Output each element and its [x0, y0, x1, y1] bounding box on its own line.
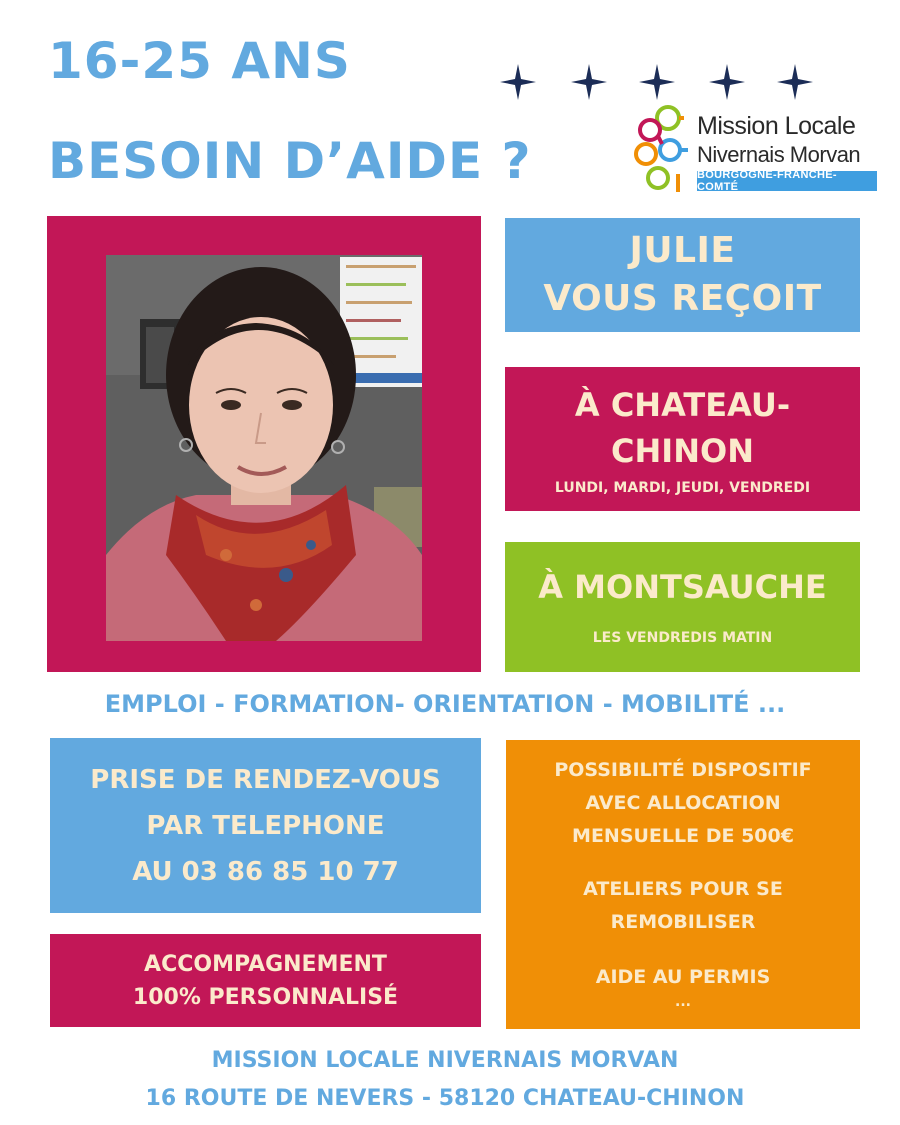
rdv-phone[interactable]: AU 03 86 85 10 77	[132, 856, 399, 887]
rdv-line2: PAR TELEPHONE	[146, 810, 385, 841]
possib-line5: REMOBILISER	[610, 911, 756, 933]
advisor-photo	[106, 255, 422, 641]
sparkle-icon	[571, 64, 607, 100]
possib-line1: POSSIBILITÉ DISPOSITIF	[554, 759, 812, 781]
possibilities-box	[506, 740, 860, 1029]
sparkle-icon	[639, 64, 675, 100]
sparkle-icon	[500, 64, 536, 100]
footer-organization: MISSION LOCALE NIVERNAIS MORVAN	[211, 1048, 679, 1073]
appointment-box	[50, 738, 481, 913]
accomp-line2: 100% PERSONNALISÉ	[132, 984, 399, 1010]
rdv-line1: PRISE DE RENDEZ-VOUS	[90, 764, 441, 795]
montsauche-title: À MONTSAUCHE	[538, 568, 827, 606]
mission-locale-logo-icon	[630, 98, 694, 198]
headline-question: BESOIN D’AIDE ?	[48, 132, 532, 190]
logo-title: Mission Locale	[697, 112, 856, 140]
chateau-days: LUNDI, MARDI, JEUDI, VENDREDI	[554, 480, 811, 496]
sparkle-icon	[709, 64, 745, 100]
possib-line2: AVEC ALLOCATION	[585, 792, 781, 814]
chateau-line2: CHINON	[611, 432, 754, 470]
julie-greeting-box	[505, 218, 860, 332]
possib-line3: MENSUELLE DE 500€	[572, 825, 794, 847]
chateau-line1: À CHATEAU-	[574, 386, 791, 424]
footer-address: 16 ROUTE DE NEVERS - 58120 CHATEAU-CHINON	[145, 1086, 745, 1111]
support-box	[50, 934, 481, 1027]
headline-age-range: 16-25 ANS	[48, 32, 351, 90]
julie-name: JULIE	[629, 230, 736, 271]
julie-receives: VOUS REÇOIT	[543, 278, 822, 319]
accomp-line1: ACCOMPAGNEMENT	[144, 951, 387, 977]
logo-region-badge: BOURGOGNE-FRANCHE-COMTÉ	[697, 171, 877, 191]
logo-subtitle: Nivernais Morvan	[697, 142, 861, 167]
possib-line4: ATELIERS POUR SE	[583, 878, 783, 900]
possib-ellipsis: ...	[675, 994, 691, 1010]
montsauche-box	[505, 542, 860, 672]
services-tagline: EMPLOI - FORMATION- ORIENTATION - MOBILITÉ ...	[104, 690, 786, 718]
montsauche-days: LES VENDREDIS MATIN	[592, 630, 773, 646]
chateau-chinon-box	[505, 367, 860, 511]
sparkle-icon	[777, 64, 813, 100]
possib-line6: AIDE AU PERMIS	[595, 966, 771, 988]
